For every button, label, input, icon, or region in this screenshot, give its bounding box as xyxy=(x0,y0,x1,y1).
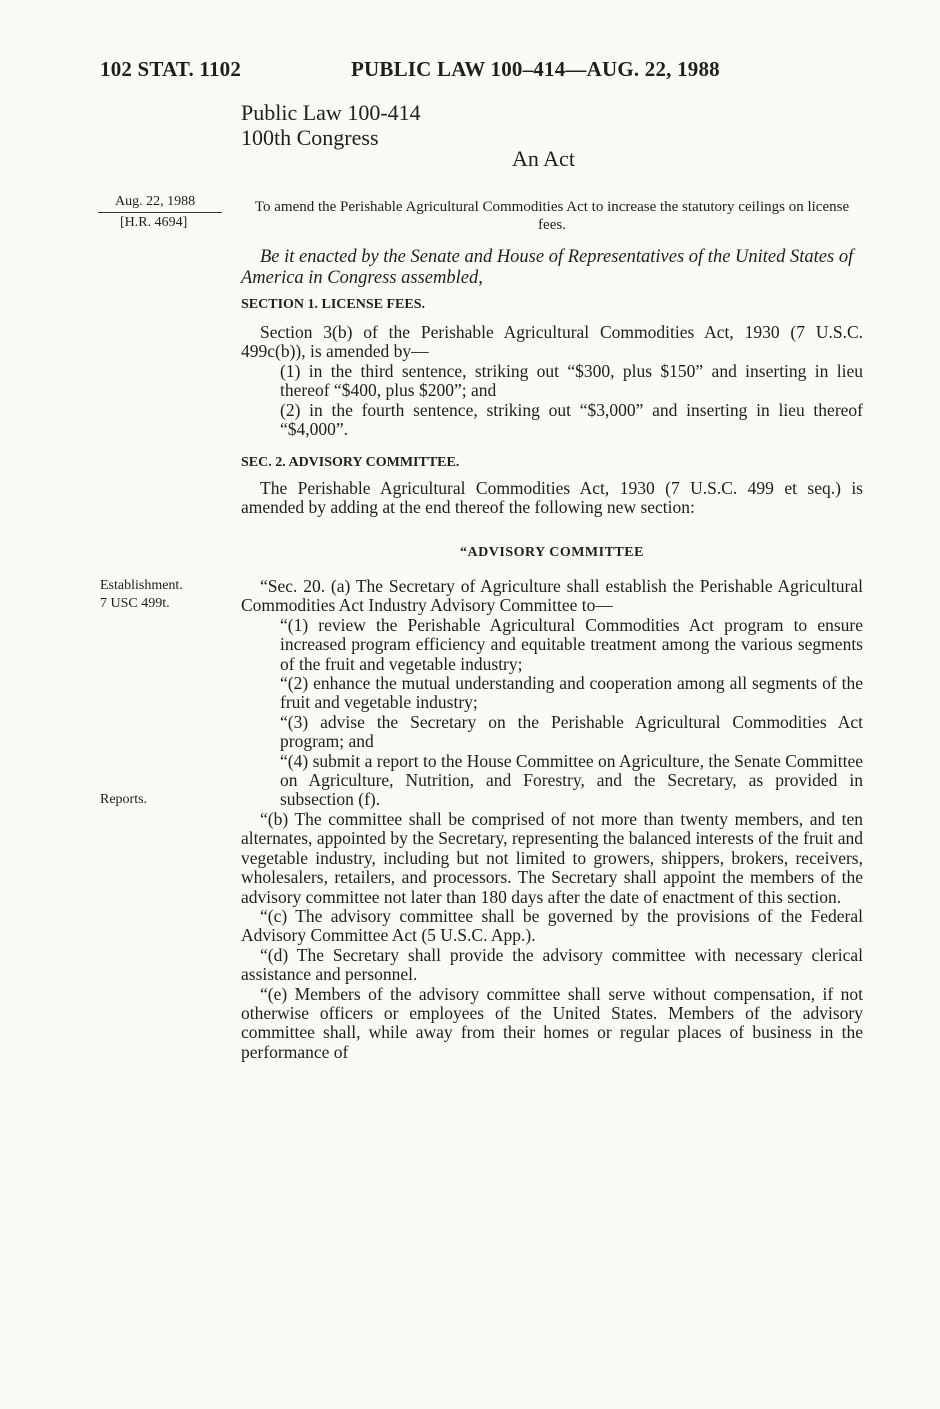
running-head-title: PUBLIC LAW 100–414—AUG. 22, 1988 xyxy=(351,57,720,81)
margin-usc-cite: 7 USC 499t. xyxy=(100,596,170,611)
sec20-a-item1: “(1) review the Perishable Agricultural Commodities Act program to ensure increased program efficiency and equitable treatment among the various segments of the fruit and vegetable industry; xyxy=(280,614,863,674)
public-law-number: Public Law 100-414 xyxy=(241,100,421,125)
section2-intro-block xyxy=(241,479,863,518)
margin-date: Aug. 22, 1988 xyxy=(115,194,196,209)
section1-body xyxy=(241,323,863,439)
advisory-committee-heading: “ADVISORY COMMITTEE xyxy=(460,545,644,560)
section20-body xyxy=(241,577,863,1062)
section2-intro: The Perishable Agricultural Commodities Act, 1930 (7 U.S.C. 499 et seq.) is amended by adding at the end thereof the following new section: xyxy=(241,478,863,518)
sec20-subsection-a: “Sec. 20. (a) The Secretary of Agriculture shall establish the Perishable Agricultural Commodities Act Industry Advisory Committee to— xyxy=(241,576,863,616)
margin-bill-number: [H.R. 4694] xyxy=(120,215,188,230)
sec20-a-item3: “(3) advise the Secretary on the Perishable Agricultural Commodities Act program; and xyxy=(280,711,863,752)
act-label: An Act xyxy=(512,146,575,171)
sec20-subsection-b: “(b) The committee shall be comprised of not more than twenty members, and ten alternates, appointed by the Secretary, representing the balanced interests of the fruit and vegetable industry, including but not limited to growers, shippers, brokers, receivers, wholesalers, retailers, and processors. The Secretary shall appoint the members of the advisory committee not later than 180 days after the date of enactment of this section. xyxy=(241,808,863,907)
page-stat-number: 102 STAT. 1102 xyxy=(100,57,242,81)
long-title-purpose: To amend the Perishable Agricultural Commodities Act to increase the statutory ceilings on license fees. xyxy=(254,199,850,233)
congress-number: 100th Congress xyxy=(241,125,379,150)
section1-item1: (1) in the third sentence, striking out “$300, plus $150” and inserting in lieu thereof “$400, plus $200”; and xyxy=(280,360,863,401)
section1-intro: Section 3(b) of the Perishable Agricultural Commodities Act, 1930 (7 U.S.C. 499c(b)), is amended by— xyxy=(241,322,863,362)
sec20-subsection-d: “(d) The Secretary shall provide the advisory committee with necessary clerical assistance and personnel. xyxy=(241,944,863,985)
enacting-clause: Be it enacted by the Senate and House of Representatives of the United States of America in Congress assembled, xyxy=(241,247,854,288)
section1-item2: (2) in the fourth sentence, striking out “$3,000” and inserting in lieu thereof “$4,000”. xyxy=(280,399,863,440)
section2-heading: SEC. 2. ADVISORY COMMITTEE. xyxy=(241,455,460,470)
sec20-a-item2: “(2) enhance the mutual understanding and cooperation among all segments of the fruit and vegetable industry; xyxy=(280,673,863,713)
section1-heading: SECTION 1. LICENSE FEES. xyxy=(241,297,426,312)
margin-establishment: Establishment. xyxy=(100,578,183,593)
sec20-subsection-e: “(e) Members of the advisory committee shall serve without compensation, if not otherwise officers or employees of the United States. Members of the advisory committee shall, while away from their homes or regular places of business in the performance of xyxy=(241,983,863,1062)
sec20-a-item4: “(4) submit a report to the House Committee on Agriculture, the Senate Committee on Agriculture, Nutrition, and Forestry, and the Secretary, as provided in subsection (f). xyxy=(280,750,863,810)
margin-divider xyxy=(98,212,222,213)
sec20-subsection-c: “(c) The advisory committee shall be governed by the provisions of the Federal Advisory Committee Act (5 U.S.C. App.). xyxy=(241,905,863,946)
margin-reports: Reports. xyxy=(100,792,148,807)
